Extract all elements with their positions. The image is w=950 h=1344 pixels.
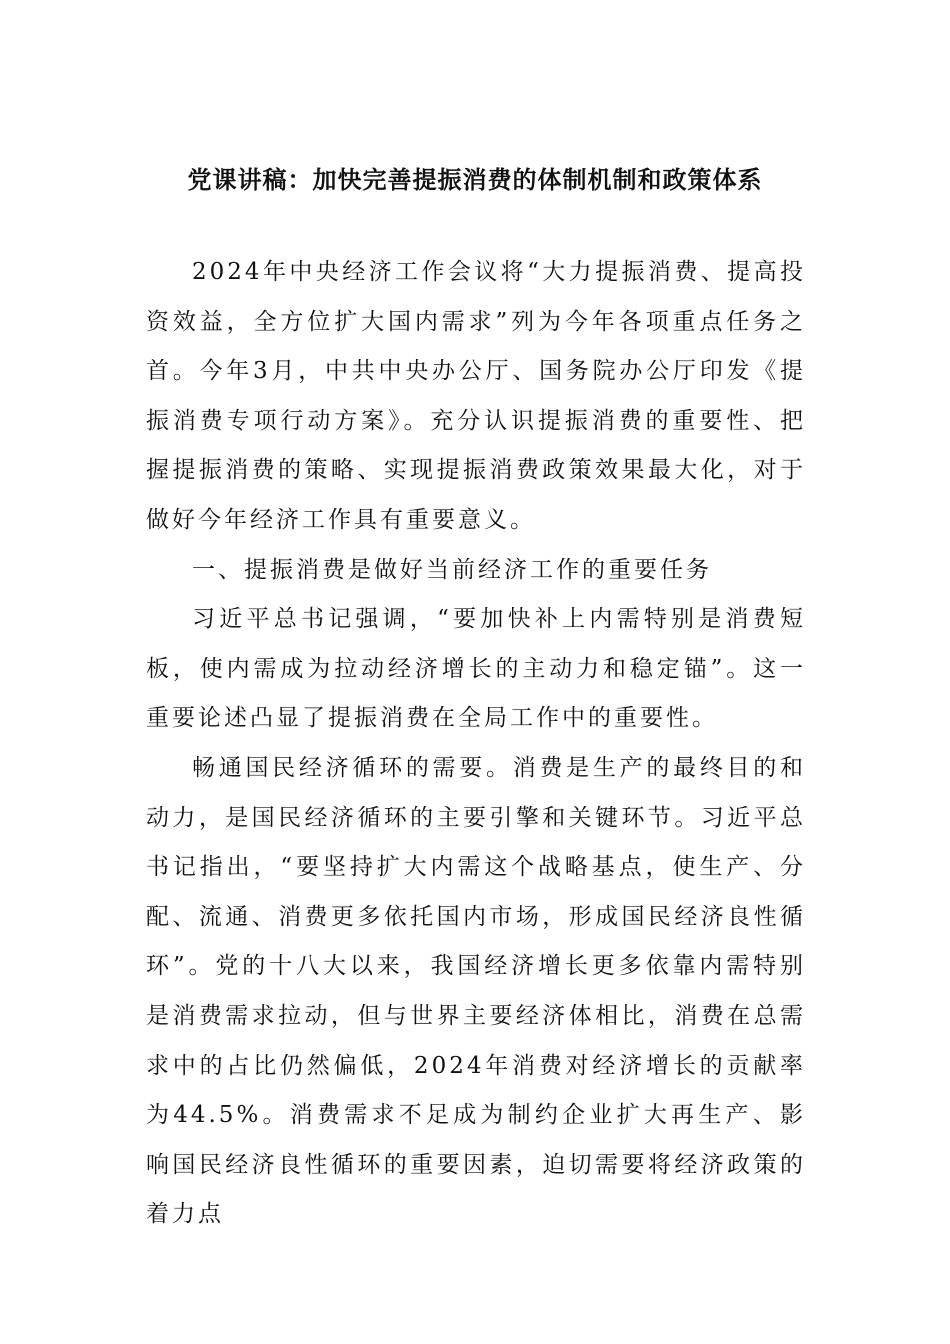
section-heading-1: 一、提振消费是做好当前经济工作的重要任务 — [192, 556, 712, 583]
document-body — [146, 248, 806, 1240]
paragraph-quote: 习近平总书记强调，“要加快补上内需特别是消费短板，使内需成为拉动经济增长的主动力和稳定锚”。这一重要论述凸显了提振消费在全局工作中的重要性。 — [146, 606, 806, 732]
paragraph-economic-cycle: 畅通国民经济循环的需要。消费是生产的最终目的和动力，是国民经济循环的主要引擎和关键环节。习近平总书记指出，“要坚持扩大内需这个战略基点，使生产、分配、流通、消费更多依托国内市场，形成国民经济良性循环”。党的十八大以来，我国经济增长更多依靠内需特别是消费需求拉动，但与世界主要经济体相比，消费在总需求中的占比仍然偏低，2024年消费对经济增长的贡献率为44.5%。消费需求不足成为制约企业扩大再生产、影响国民经济良性循环的重要因素，迫切需要将经济政策的着力点 — [146, 754, 806, 1228]
document-title: 党课讲稿：加快完善提振消费的体制机制和政策体系 — [187, 166, 763, 194]
paragraph-intro: 2024年中央经济工作会议将“大力提振消费、提高投资效益，全方位扩大国内需求”列为今年各项重点任务之首。今年3月，中共中央办公厅、国务院办公厅印发《提振消费专项行动方案》。充分认识提振消费的重要性、把握提振消费的策略、实现提振消费政策效果最大化，对于做好今年经济工作具有重要意义。 — [146, 259, 806, 533]
